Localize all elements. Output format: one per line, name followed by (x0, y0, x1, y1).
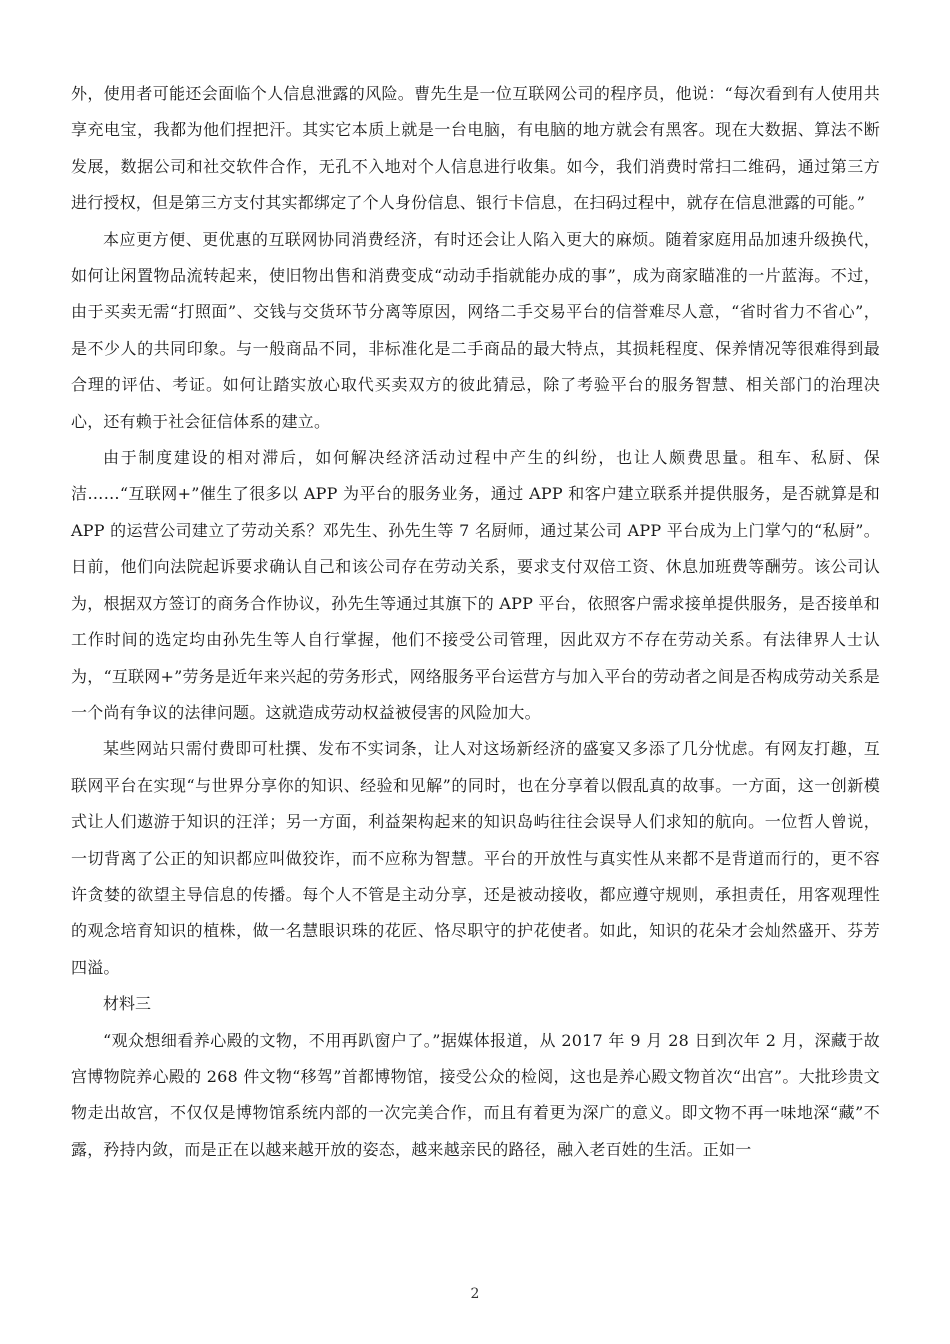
paragraph-labor-disputes: 由于制度建设的相对滞后，如何解决经济活动过程中产生的纠纷，也让人颇费思量。租车、私厨、保洁……“互联网+”催生了很多以 APP 为平台的服务业务，通过 APP 和客户建立联系并提供服务，是否就算是和 APP 的运营公司建立了劳动关系？邓先生、孙先生等 7 名厨师，通过某公司 APP 平台成为上门掌勺的“私厨”。日前，他们向法院起诉要求确认自己和该公司存在劳动关系，要求支付双倍工资、休息加班费等酬劳。该公司认为，根据双方签订的商务合作协议，孙先生等通过其旗下的 APP 平台，依照客户需求接单提供服务，是否接单和工作时间的选定均由孙先生等人自行掌握，他们不接受公司管理，因此双方不存在劳动关系。有法律界人士认为，“互联网+”劳务是近年来兴起的劳务形式，网络服务平台运营方与加入平台的劳动者之间是否构成劳动关系是一个尚有争议的法律问题。这就造成劳动权益被侵害的风险加大。 (71, 448, 880, 722)
section-heading-material-three: 材料三 (103, 994, 152, 1014)
paragraph-knowledge-sharing: 某些网站只需付费即可杜撰、发布不实词条，让人对这场新经济的盛宴又多添了几分忧虑。有网友打趣，互联网平台在实现“与世界分享你的知识、经验和见解”的同时，也在分享着以假乱真的故事。一方面，这一创新模式让人们遨游于知识的汪洋；另一方面，利益架构起来的知识岛屿往往会误导人们求知的航向。一位哲人曾说，一切背离了公正的知识都应叫做狡诈，而不应称为智慧。平台的开放性与真实性从来都不是背道而行的，更不容许贪婪的欲望主导信息的传播。每个人不管是主动分享，还是被动接收，都应遵守规则，承担责任，用客观理性的观念培育知识的植株，做一名慧眼识珠的花匠、恪尽职守的护花使者。如此，知识的花朵才会灿然盛开、芬芳四溢。 (71, 739, 880, 977)
paragraph-palace-museum-relics: “观众想细看养心殿的文物，不用再趴窗户了。”据媒体报道，从 2017 年 9 月 28 日到次年 2 月，深藏于故宫博物院养心殿的 268 件文物“移驾”首都博物馆，接受公众的检阅，这也是养心殿文物首次“出宫”。大批珍贵文物走出故宫，不仅仅是博物馆系统内部的一次完美合作，而且有着更为深广的意义。即文物不再一味地深“藏”不露，矜持内敛，而是正在以越来越开放的姿态，越来越亲民的路径，融入老百姓的生活。正如一 (71, 1030, 880, 1159)
page-number: 2 (470, 1286, 480, 1302)
paragraph-privacy-risk: 外，使用者可能还会面临个人信息泄露的风险。曹先生是一位互联网公司的程序员，他说：“每次看到有人使用共享充电宝，我都为他们捏把汗。其实它本质上就是一台电脑，有电脑的地方就会有黑客。现在大数据、算法不断发展，数据公司和社交软件合作，无孔不入地对个人信息进行收集。如今，我们消费时常扫二维码，通过第三方进行授权，但是第三方支付其实都绑定了个人身份信息、银行卡信息，在扫码过程中，就存在信息泄露的可能。” (71, 84, 880, 213)
document-body (71, 76, 880, 1168)
paragraph-second-hand-trading: 本应更方便、更优惠的互联网协同消费经济，有时还会让人陷入更大的麻烦。随着家庭用品加速升级换代，如何让闲置物品流转起来，使旧物出售和消费变成“动动手指就能办成的事”，成为商家瞄准的一片蓝海。不过，由于买卖无需“打照面”、交钱与交货环节分离等原因，网络二手交易平台的信誉难尽人意，“省时省力不省心”，是不少人的共同印象。与一般商品不同，非标准化是二手商品的最大特点，其损耗程度、保养情况等很难得到最合理的评估、考证。如何让踏实放心取代买卖双方的彼此猜忌，除了考验平台的服务智慧、相关部门的治理决心，还有赖于社会征信体系的建立。 (71, 229, 880, 431)
